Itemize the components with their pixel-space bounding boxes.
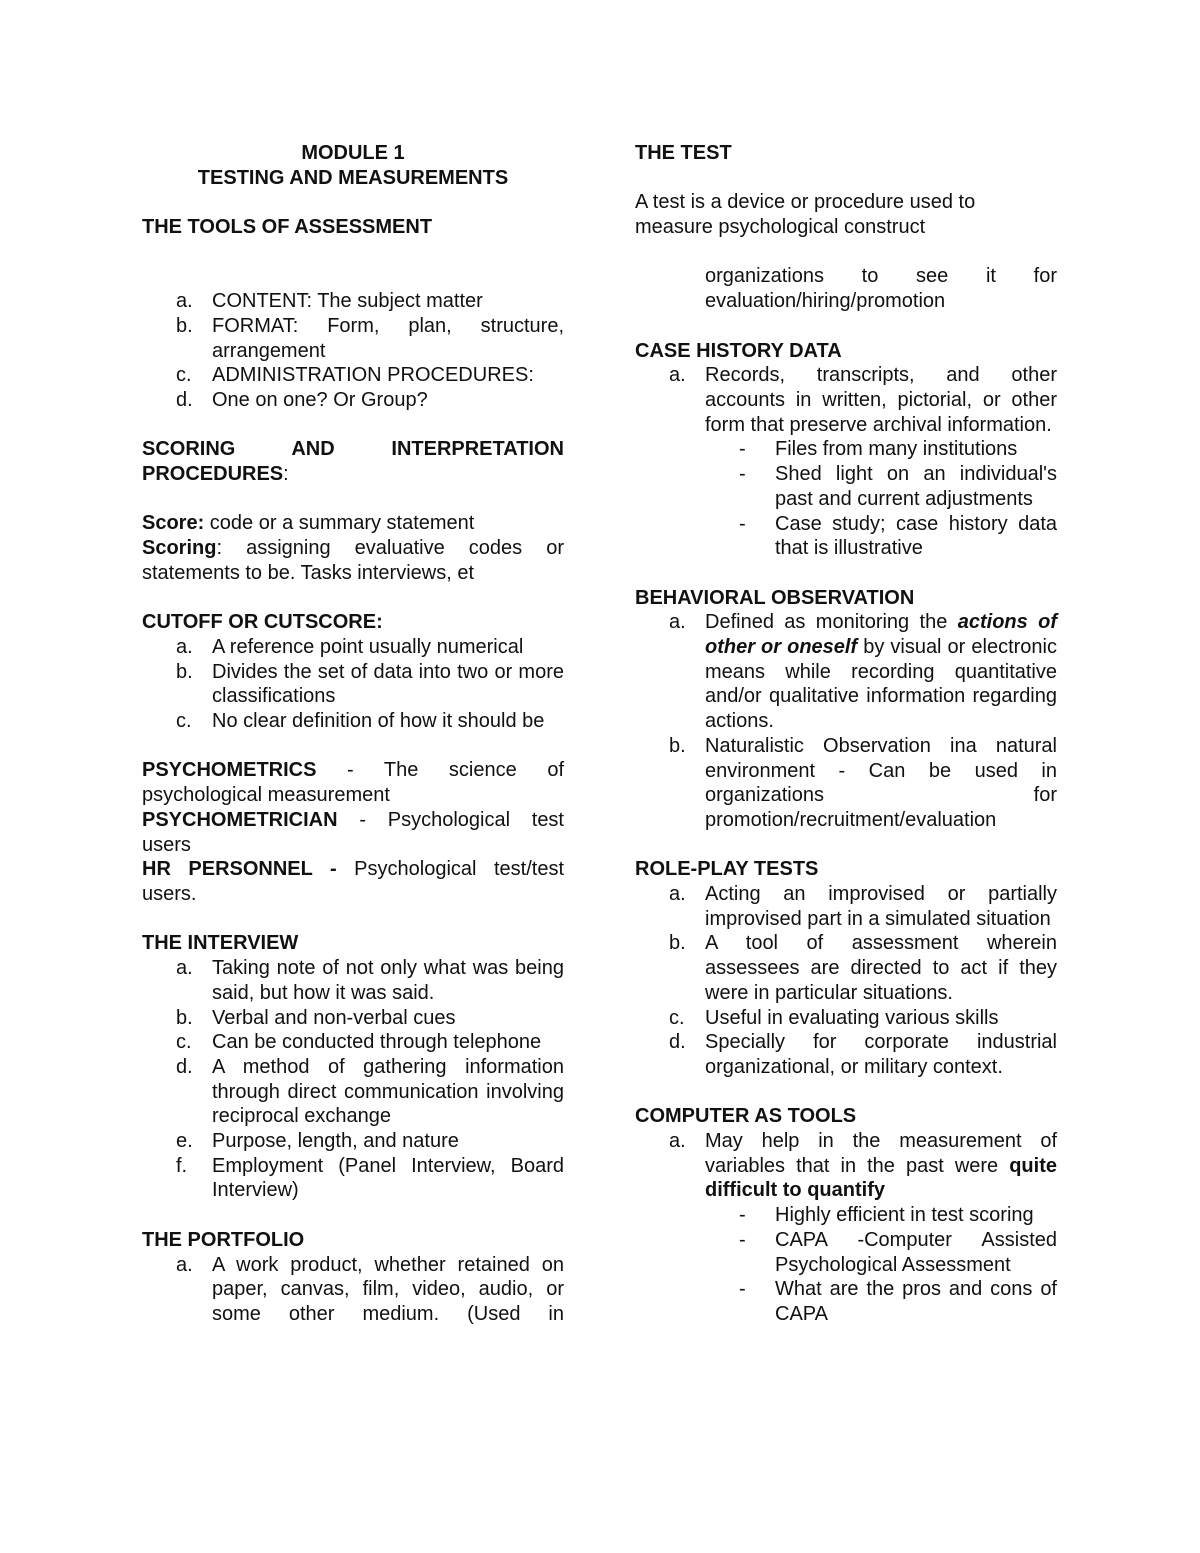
tools-list (142, 289, 564, 413)
portfolio-heading: THE PORTFOLIO (142, 1228, 305, 1251)
list-item: b. A tool of assessment wherein assessees are directed to act if they were in particular situations. (669, 932, 1057, 1004)
dash-item: - CAPA -Computer Assisted Psychological Assessment (739, 1228, 1057, 1276)
list-item: d. A method of gathering information through direct communication involving reciprocal exchange (176, 1055, 564, 1128)
portfolio-continuation: organizations to see it for (705, 265, 1057, 288)
left-column (142, 141, 564, 1327)
list-item: f. Employment (Panel Interview, Board Interview) (176, 1154, 564, 1202)
list-item: d. One on one? Or Group? (176, 389, 428, 411)
tools-heading: THE TOOLS OF ASSESSMENT (142, 216, 433, 239)
test-heading: THE TEST (635, 142, 732, 164)
list-item: b. Divides the set of data into two or more classifications (176, 660, 564, 708)
list-item: a. CONTENT: The subject matter (176, 290, 483, 313)
behavioral-list (635, 610, 1057, 832)
portfolio-continuation-2: evaluation/hiring/promotion (705, 290, 946, 313)
hr-personnel-definition: HR PERSONNEL - Psychological test/test users. (142, 858, 564, 905)
right-column (635, 141, 1057, 1327)
behavioral-heading: BEHAVIORAL OBSERVATION (635, 586, 915, 609)
dash-item: - Files from many institutions (739, 438, 1018, 461)
roleplay-heading: ROLE-PLAY TESTS (635, 858, 819, 881)
interview-heading: THE INTERVIEW (142, 932, 299, 955)
module-title: MODULE 1 (301, 142, 405, 164)
dash-item: - Case study; case history data that is illustrative (739, 512, 1057, 560)
interview-list (142, 956, 564, 1203)
list-item: a. Defined as monitoring the actions of other or oneself by visual or electronic means while recording quantitative and/or qualitative information regarding actions. (669, 611, 1058, 733)
list-item: b. Naturalistic Observation ina natural environment - Can be used in organizations for promotion/recruitment/evaluation (669, 734, 1057, 831)
list-item: a. May help in the measurement of variables that in the past were quite difficult to quantify (669, 1130, 1057, 1202)
dash-item: - Highly efficient in test scoring (739, 1204, 1034, 1227)
list-item: b. FORMAT: Form, plan, structure, arrangement (176, 314, 564, 362)
list-item: c. Useful in evaluating various skills (669, 1006, 999, 1029)
case-history-heading: CASE HISTORY DATA (635, 339, 842, 362)
list-item: b. Verbal and non-verbal cues (176, 1006, 456, 1029)
list-item: e. Purpose, length, and nature (176, 1130, 459, 1153)
test-definition: A test is a device or procedure used to measure psychological construct (635, 191, 976, 239)
computer-list (635, 1129, 1057, 1327)
list-item: c. Can be conducted through telephone (176, 1031, 542, 1054)
dash-item: - Shed light on an individual's past and current adjustments (739, 463, 1057, 510)
list-item: a. A work product, whether retained on paper, canvas, film, video, audio, or some other medium. (Used in (176, 1253, 564, 1325)
list-item: a. A reference point usually numerical (176, 635, 524, 658)
list-item: c. No clear definition of how it should be (176, 710, 545, 733)
roleplay-list (635, 882, 1057, 1080)
psychometrics-definition: PSYCHOMETRICS - The science of psychological measurement (142, 759, 564, 807)
dash-item: - What are the pros and cons of CAPA (739, 1278, 1057, 1325)
score-definition: Score: code or a summary statement (142, 512, 475, 535)
computer-heading: COMPUTER AS TOOLS (635, 1105, 857, 1128)
list-item: c. ADMINISTRATION PROCEDURES: (176, 364, 534, 387)
module-subtitle: TESTING AND MEASUREMENTS (197, 166, 509, 189)
list-item: d. Specially for corporate industrial organizational, or military context. (669, 1031, 1057, 1078)
cutoff-list (142, 635, 564, 734)
psychometrician-definition: PSYCHOMETRICIAN - Psychological test users (142, 808, 564, 856)
portfolio-list (142, 1253, 564, 1327)
case-history-list (635, 363, 1057, 561)
scoring-heading: SCORING AND INTERPRETATION PROCEDURES: (142, 438, 564, 486)
list-item: a. Acting an improvised or partially improvised part in a simulated situation (669, 883, 1057, 930)
list-item: a. Records, transcripts, and other accounts in written, pictorial, or other form that preserve archival information. (669, 364, 1057, 436)
list-item: a. Taking note of not only what was being said, but how it was said. (176, 957, 564, 1004)
scoring-definition: Scoring: assigning evaluative codes or statements to be. Tasks interviews, et (142, 537, 564, 584)
cutoff-heading: CUTOFF OR CUTSCORE: (142, 611, 383, 634)
